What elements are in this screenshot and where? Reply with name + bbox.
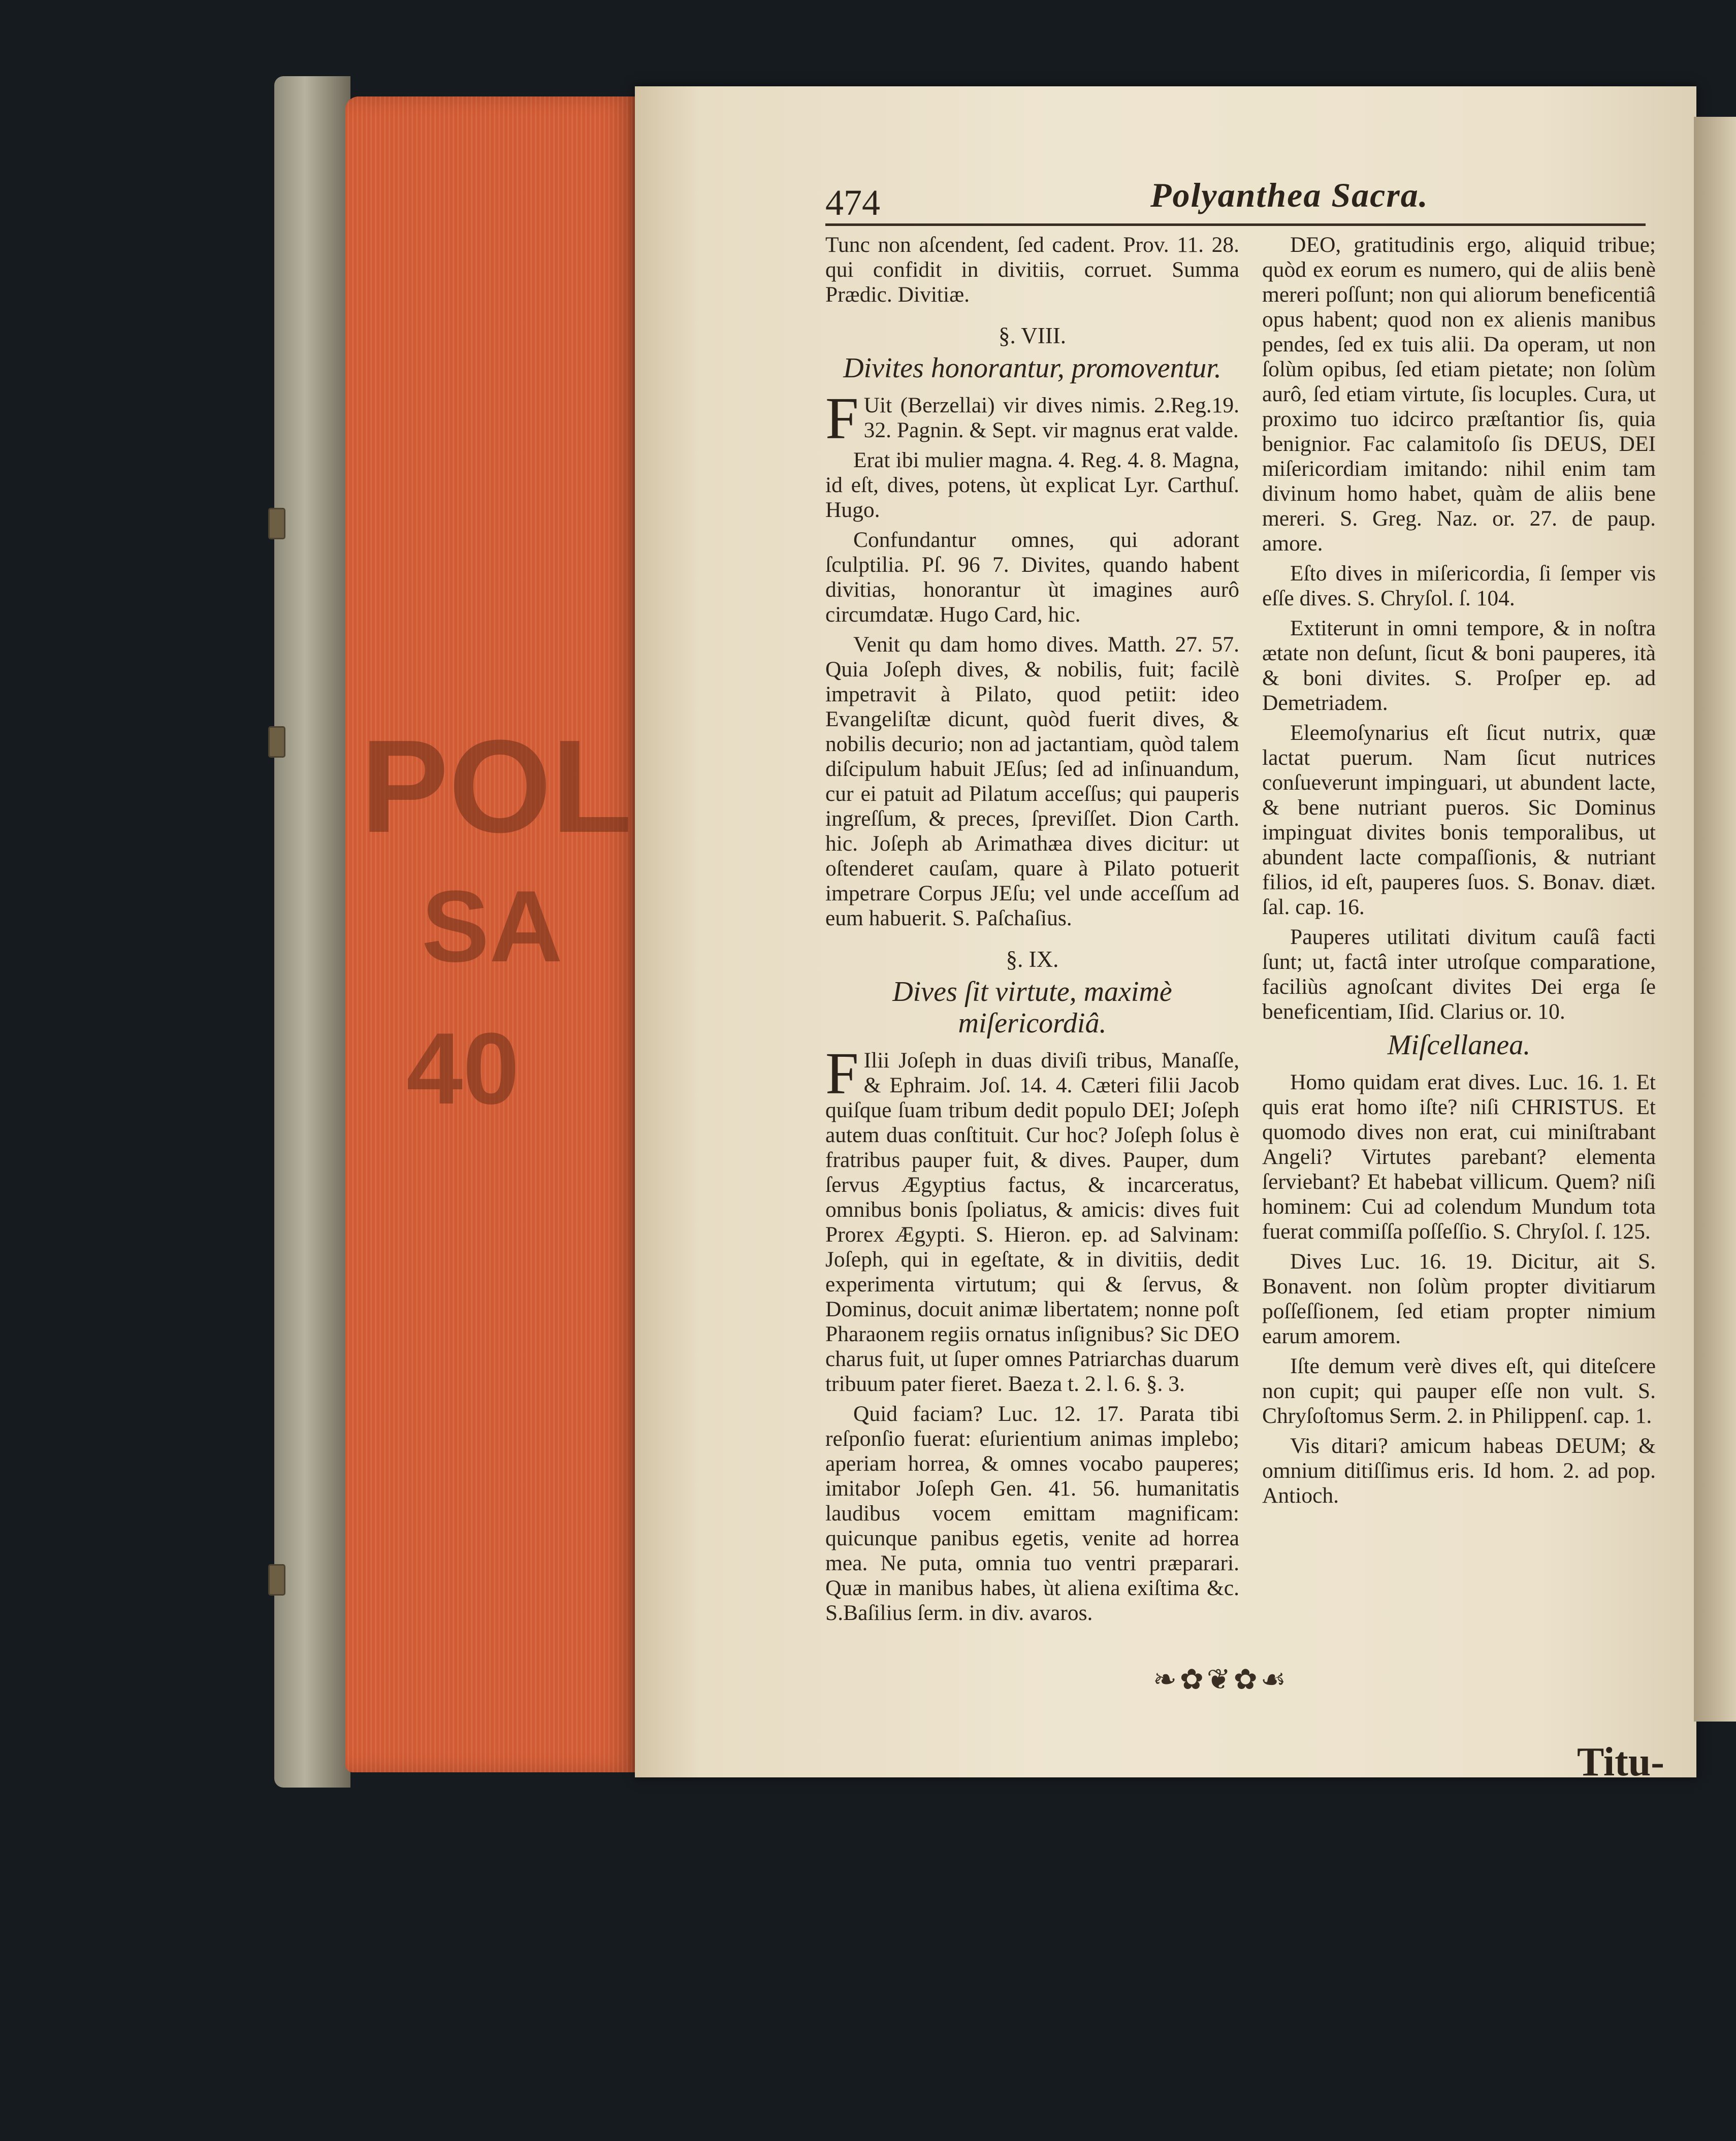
running-title: Polyanthea Sacra.: [1150, 176, 1429, 214]
header-rule: [825, 223, 1646, 226]
left-column: [825, 233, 1239, 1631]
paragraph: Tunc non aſcendent, ſed cadent. Prov. 11. 28. qui confidit in divitiis, corruet. Summa Prædic. Divitiæ.: [825, 233, 1239, 307]
binding-clasp: [268, 726, 285, 758]
red-page-edges: [345, 96, 637, 1772]
paragraph: Homo quidam erat dives. Luc. 16. 1. Et quis erat homo iſte? niſi CHRISTUS. Et quomodo dives non erat, cui miniſtrabant Angeli? Virtutes parebant? elementa ſerviebant? Et habebat villicum. Quem? niſi hominem: Cui ad colendum Mundum tota fuerat commiſſa poſſeſſio. S. Chryſol. ſ. 125.: [1262, 1070, 1656, 1244]
section-heading: Miſcellanea.: [1387, 1029, 1531, 1061]
paragraph: Dives Luc. 16. 19. Dicitur, ait S. Bonavent. non ſolùm propter divitiarum poſſeſſionem, ſed etiam propter nimium earum amorem.: [1262, 1249, 1656, 1348]
drop-cap: F: [825, 1040, 859, 1107]
spine-stamp: 40: [406, 1012, 520, 1125]
paragraph: Quid faciam? Luc. 12. 17. Parata tibi reſponſio fuerat: eſurientium animas implebo; aperiam horrea, & omnes vocabo pauperes; imitabor Joſeph Gen. 41. 56. humanitatis laudibus vocem emittam magnificam: quicunque panibus egetis, venite ad horrea mea. Ne puta, omnia tuo ventri præparari. Quæ in manibus habes, ùt aliena exiſtima &c. S.Baſilius ſerm. in div. avaros.: [825, 1402, 1239, 1625]
section-heading: Dives ſit virtute, maximè miſericordiâ.: [892, 976, 1172, 1039]
page-number: 474: [825, 182, 880, 223]
paragraph: Erat ibi mulier magna. 4. Reg. 4. 8. Magna, id eſt, dives, potens, ùt explicat Lyr. Carthuſ. Hugo.: [825, 448, 1239, 522]
paragraph-text: Ilii Joſeph in duas diviſi tribus, Manaſſe, & Ephraim. Joſ. 14. 4. Cæteri filii Jacob quiſque ſuam tribum dedit populo DEI; Joſeph autem duas conſtituit. Cur hoc? Joſeph ſolus è fratribus pauper fuit, & dives. Pauper, dum ſervus Ægyptius factus, & incarceratus, omnibus bonis ſpoliatus, & amicis: dives fuit Prorex Ægypti. S. Hieron. ep. ad Salvinam: Joſeph, qui in egeſtate, & in divitiis, dedit experimenta virtutum; qui & ſervus, & Dominus, docuit animæ libertatem; nonne poſt Pharaonem regiis ornatus inſignibus? Sic DEO charus fuit, ut ſuper omnes Patriarchas duarum tribuum pater fieret. Baeza t. 2. l. 6. §. 3.: [825, 1048, 1239, 1396]
spine-stamp: POL: [361, 713, 632, 860]
paragraph-text: Uit (Berzellai) vir dives nimis. 2.Reg.19. 32. Pagnin. & Sept. vir magnus erat valde.: [863, 393, 1239, 442]
paragraph: Eſto dives in miſericordia, ſi ſemper vis eſſe dives. S. Chryſol. ſ. 104.: [1262, 561, 1656, 610]
paragraph-with-initial: [825, 385, 1239, 451]
catchword: Titu-: [1577, 1740, 1664, 1785]
paragraph: Vis ditari? amicum habeas DEUM; & omnium ditiſſimus eris. Id hom. 2. ad pop. Antioch.: [1262, 1434, 1656, 1508]
drop-cap: F: [825, 385, 859, 451]
binding-clasp: [268, 1564, 285, 1596]
facing-page-edge: [1694, 117, 1736, 1722]
paragraph-with-initial: [825, 1040, 1239, 1397]
paragraph: Confundantur omnes, qui adorant ſculptilia. Pſ. 96 7. Divites, quando habent divitias, honorantur ùt imagines aurô circumdatæ. Hugo Card, hic.: [825, 528, 1239, 627]
paragraph: DEO, gratitudinis ergo, aliquid tribue; quòd ex eorum es numero, qui de aliis benè mereri poſſunt; non qui aliorum beneficentiâ opus habent; quod non ex alienis manibus pendes, ſed ex tuis alii. Da operam, ut non ſolùm opibus, ſed etiam pietate; non ſolùm aurô, ſed etiam virtute, ſis locuples. Cura, ut proximo tuo idcirco præſtantior ſis, quia benignior. Fac calamitoſo ſis DEUS, DEI miſericordiam imitando: nihil enim tam divinum homo habet, quàm de aliis bene mereri. S. Greg. Naz. or. 27. de paup. amore.: [1262, 233, 1656, 556]
section-heading: Divites honorantur, promoventur.: [843, 352, 1221, 384]
paragraph: Iſte demum verè dives eſt, qui diteſcere non cupit; qui pauper eſſe non vult. S. Chryſoſtomus Serm. 2. in Philippenſ. cap. 1.: [1262, 1354, 1656, 1428]
section-number: §. VIII.: [999, 323, 1066, 348]
section-number: §. IX.: [1006, 947, 1059, 972]
binding-clasp: [268, 508, 285, 539]
printers-ornament: ❧✿❦✿☙: [1153, 1664, 1289, 1696]
paragraph: Eleemoſynarius eſt ſicut nutrix, quæ lactat puerum. Nam ſicut nutrices conſueverunt impinguari, ut abundent lacte, & bene nutriant pueros. Sic Dominus impinguat divites bonis temporalibus, ut abundent lacte compaſſionis, & nutriant filios, id eſt, pauperes ſuos. S. Bonav. diæt. ſal. cap. 16.: [1262, 721, 1656, 919]
spine-stamp: SA: [422, 870, 563, 983]
book-spine-binding: [274, 76, 350, 1788]
paragraph: Pauperes utilitati divitum cauſâ facti ſunt; ut, factâ inter utroſque comparatione, faciliùs agnoſcant divites Dei erga ſe beneficentiam, Iſid. Clarius or. 10.: [1262, 925, 1656, 1024]
paragraph: Extiterunt in omni tempore, & in noſtra ætate non deſunt, ſicut & boni pauperes, ità & boni divites. S. Proſper ep. ad Demetriadem.: [1262, 616, 1656, 715]
paragraph: Venit qu dam homo dives. Matth. 27. 57. Quia Joſeph dives, & nobilis, fuit; facilè impetravit à Pilato, quod petiit: ideo Evangeliſtæ dicunt, quòd fuerit dives, & nobilis decurio; non ad jactantiam, quòd talem diſcipulum habuit JEſus; ſed ad inſinuandum, cur ei patuit ad Pilatum acceſſus; qui pauperis ingreſſum, & preces, ſpreviſſet. Dion Carth. hic. Joſeph ab Arimathæa dives dicitur: ut oſtenderet cauſam, quare à Pilato potuerit impetrare Corpus JEſu; vel unde acceſſum ad eum habuerit. S. Paſchaſius.: [825, 632, 1239, 930]
right-column: [1262, 233, 1656, 1513]
